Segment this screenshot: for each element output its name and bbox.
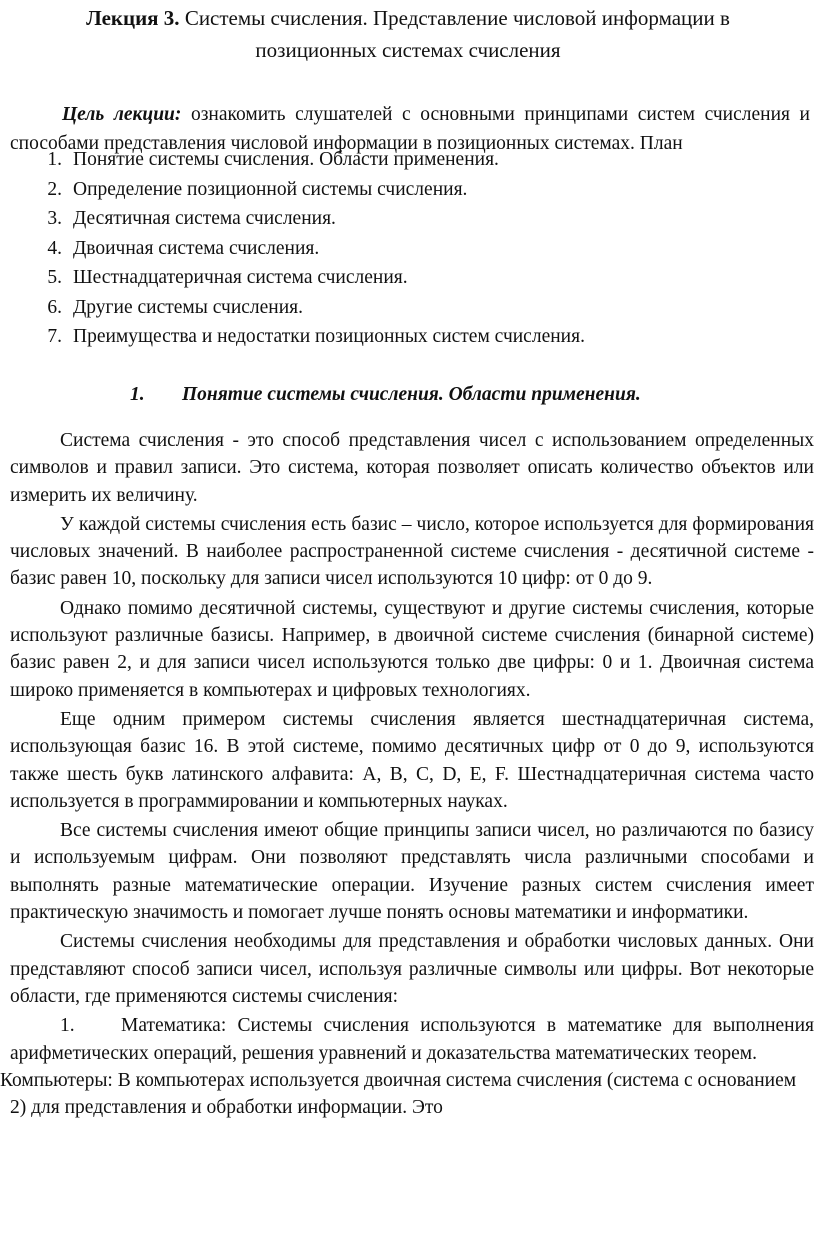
lecture-title-line-1 [0, 4, 816, 32]
plan-item [0, 293, 816, 323]
body-paragraph: Однако помимо десятичной системы, существуют и другие системы счисления, которые используют различные базисы. Например, в двоичной системе счисления (бинарной системе) базис равен 2, и для записи чисел используются только две цифры: 0 и 1. Двоичная система широко применяется в компьютерах и цифровых технологиях. [10, 597, 814, 701]
plan-item-text: Десятичная система счисления. [73, 208, 336, 229]
body-paragraph: У каждой системы счисления есть базис – число, которое используется для формирования числовых значений. В наиболее распространенной системе счисления - десятичной системе - базис равен 10, поскольку для записи чисел используются 10 цифр: от 0 до 9. [10, 513, 814, 590]
section-number: 1. [130, 384, 145, 405]
lecture-plan-list [0, 145, 816, 352]
plan-item-number: 7. [47, 326, 62, 347]
body-paragraph: Системы счисления необходимы для представления и обработки числовых данных. Они представляют способ записи чисел, используя различные символы или цифры. Вот некоторые области, где применяются системы счисления: [10, 931, 814, 1007]
plan-item [0, 234, 816, 264]
lecture-label: Лекция 3. [86, 6, 180, 30]
lecture-title-part-1: Системы счисления. Представление числовой информации в [179, 6, 730, 30]
plan-item-text: Другие системы счисления. [73, 296, 304, 318]
plan-item-number: 3. [47, 208, 62, 229]
body-paragraph: Система счисления - это способ представления чисел с использованием определенных символов и правил записи. Это система, которая позволяет описать количество объектов или измерить их величину. [10, 430, 814, 506]
plan-item-text: Шестнадцатеричная система счисления. [73, 267, 408, 288]
plan-item-text: Понятие системы счисления. Области применения. [73, 149, 499, 170]
lecture-title-line-2: позиционных системах счисления [255, 38, 561, 62]
section-body [0, 427, 814, 1121]
section-title: Понятие системы счисления. Области применения. [182, 384, 641, 405]
plan-item-text: Определение позиционной системы счисления. [73, 178, 468, 200]
body-paragraph: Все системы счисления имеют общие принципы записи чисел, но различаются по базису и используемым цифрам. Они позволяют представлять числа различными способами и выполнять разные математические операции. Изучение разных систем счисления имеет практическую значимость и помогает лучше понять основы математики и информатики. [10, 820, 814, 924]
plan-item-number: 1. [47, 149, 62, 170]
numbered-paragraph-number: 1. [60, 1015, 75, 1037]
plan-item [0, 175, 816, 205]
plan-item-text: Преимущества и недостатки позиционных систем счисления. [73, 326, 585, 347]
plan-item-number: 2. [47, 178, 62, 200]
plan-item-number: 6. [47, 296, 62, 318]
plan-item [0, 263, 816, 293]
plan-item-number: 4. [47, 237, 62, 259]
body-paragraph: Еще одним примером системы счисления является шестнадцатеричная система, использующая базис 16. В этой системе, помимо десятичных цифр от 0 до 9, используются также шесть букв латинского алфавита: A, B, C, D, E, F. Шестнадцатеричная система часто используется в программировании и компьютерных науках. [10, 708, 814, 812]
numbered-paragraph [10, 1012, 814, 1067]
plan-item [0, 145, 816, 175]
plan-item-number: 5. [47, 267, 62, 288]
goal-text: ознакомить слушателей с основными принципами систем счисления и способами представления числовой информации в позиционных системах. План [10, 103, 810, 154]
body-paragraph-continued: Компьютеры: В компьютерах используется двоичная система счисления (система с основанием 2) для представления и обработки информации. Это [0, 1069, 797, 1119]
numbered-paragraph-text: Математика: Системы счисления используются в математике для выполнения арифметических операций, решения уравнений и доказательства математических теорем. [10, 1015, 814, 1064]
goal-label: Цель лекции: [62, 103, 182, 125]
plan-item [0, 322, 816, 352]
plan-item-text: Двоичная система счисления. [73, 237, 320, 259]
plan-item [0, 204, 816, 234]
